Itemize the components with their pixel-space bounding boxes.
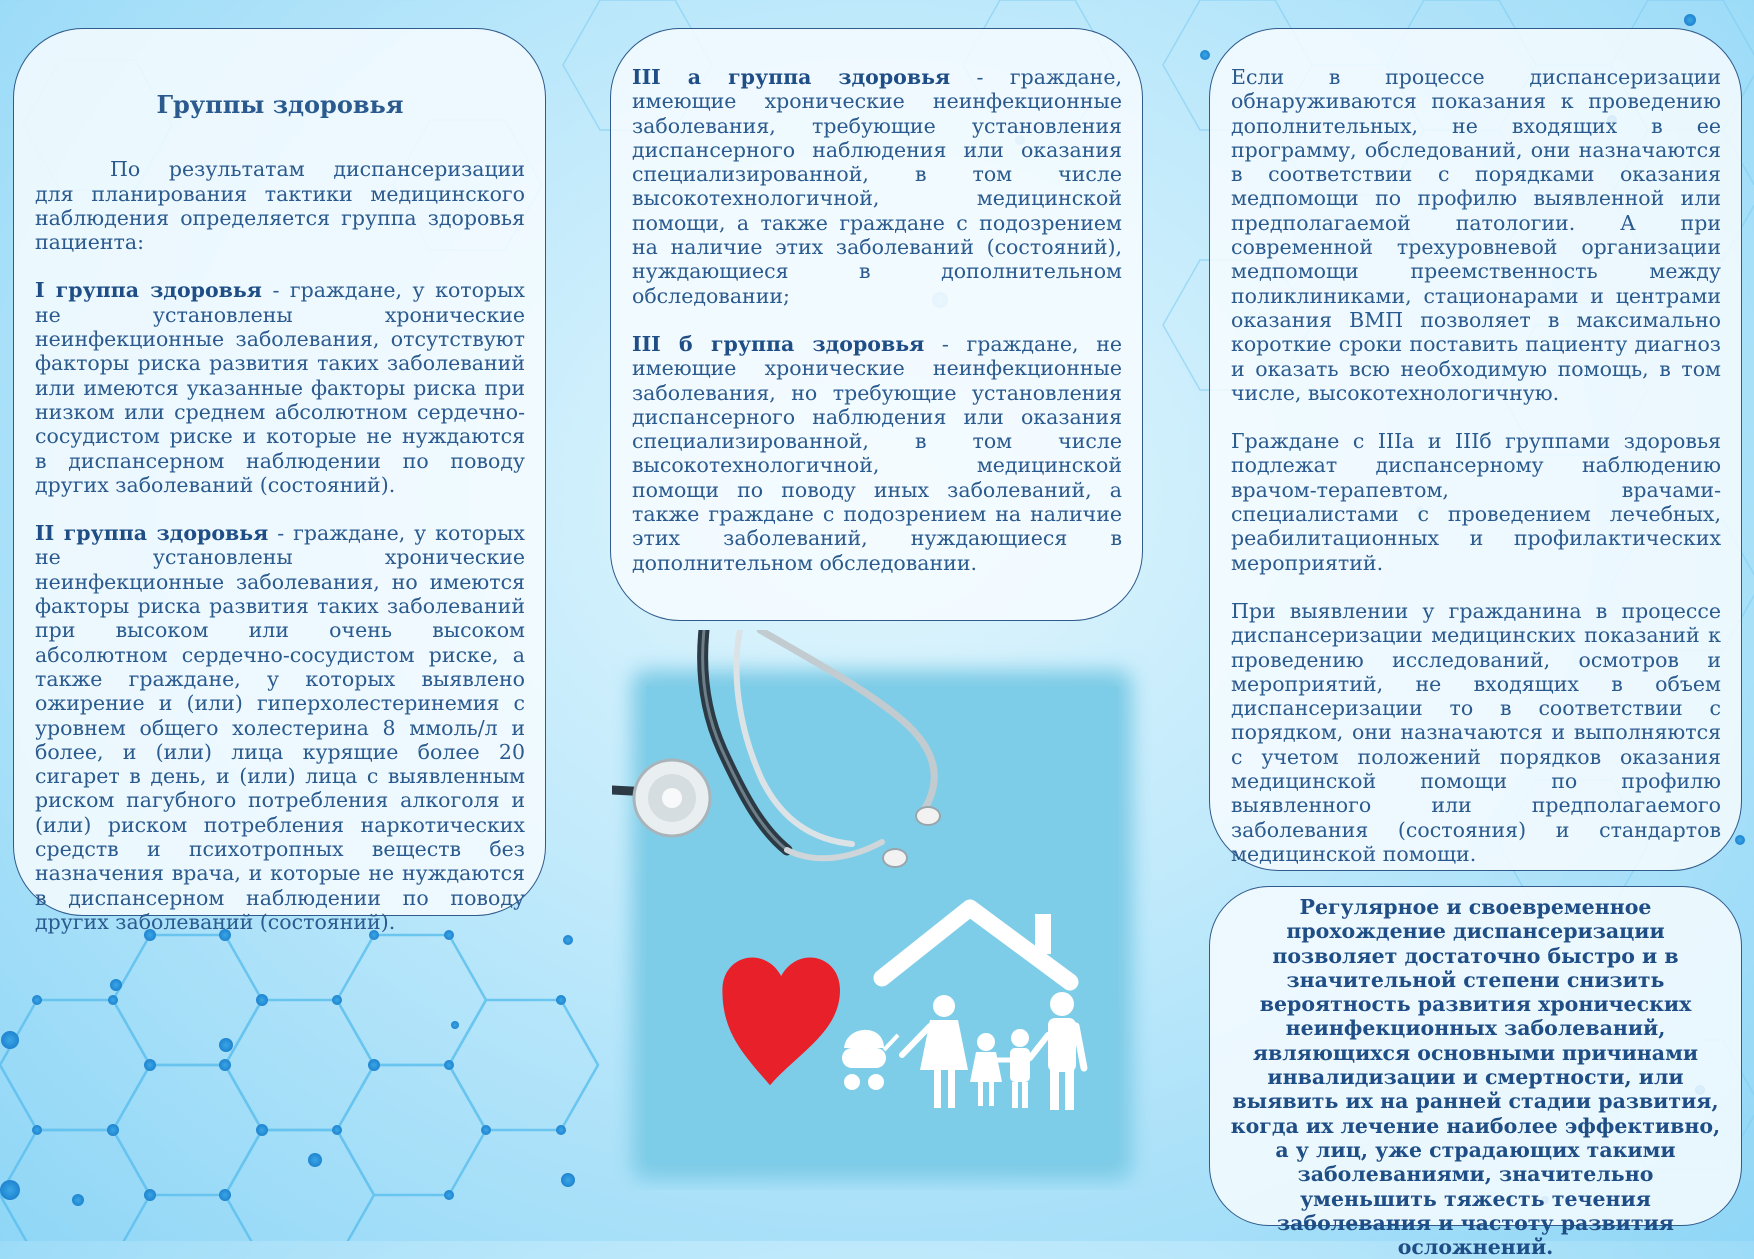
page-title: Группы здоровья [156, 90, 404, 119]
intro-text: По результатам диспансеризации для планирования тактики медицинского наблюдения определяется группа здоровья пациента: [35, 157, 525, 255]
group2-text: - граждане, у которых не установлены хронические неинфекционные заболевания, но имеются факторы риска развития таких заболеваний при высоком или очень высоком абсолютном сердечно-сосудистом риске, а также граждане, у которых выявлено ожирение и (или) гиперхолестеринемия с уровнем общего холестерина 8 ммоль/л и более, и (или) лица курящие более 20 сигарет в день, и (или) лица с выявленным риском пагубного потребления алкоголя и (или) риском потребления наркотических средств и психотропных веществ без назначения врача, и которые не нуждаются в диспансерном наблюдении по поводу других заболеваний (состояний). [35, 521, 525, 934]
additional-exams-panel [1209, 28, 1742, 871]
group3-panel [610, 28, 1143, 621]
right-paragraph-2: Граждане с IIIа и IIIб группами здоровья подлежат диспансерному наблюдению врачом-терапевтом, врачами-специалистами с проведением лечебных, реабилитационных и профилактических мероприятий. [1231, 429, 1721, 575]
group1-text: - граждане, у которых не установлены хронические неинфекционные заболевания, отсутствуют факторы риска развития таких заболеваний или имеются указанные факторы риска при низком или среднем абсолютном сердечно-сосудистом риске и которые не нуждаются в диспансерном наблюдении по поводу других заболеваний (состояний). [35, 278, 525, 497]
group3b-paragraph [632, 332, 1122, 575]
group3a-paragraph [632, 65, 1122, 308]
group3a-heading: III а группа здоровья [632, 65, 951, 89]
health-groups-panel [13, 28, 546, 934]
group1-heading: I группа здоровья [35, 278, 262, 303]
right-paragraph-1: Если в процессе диспансеризации обнаруживаются показания к проведению дополнительных, не входящих в ее программу, обследований, они назначаются в соответствии с порядками оказания медпомощи по профилю выявленной или предполагаемой патологии. А при современной трехуровневой организации медпомощи преемственность между поликлиниками, стационарами и центрами оказания ВМП позволяет в максимально короткие сроки поставить пациенту диагноз и оказать всю необходимую помощь, в том числе, высокотехнологичную. [1231, 65, 1721, 405]
group3b-text: - граждане, не имеющие хронические неинфекционные заболевания, но требующие установления диспансерного наблюдения или оказания специализированной, в том числе высокотехнологичной, медицинской помощи по поводу иных заболеваний, а также граждане с подозрением на наличие этих заболеваний, нуждающиеся в дополнительном обследовании. [632, 331, 1122, 575]
group3b-heading: III б группа здоровья [632, 331, 925, 356]
group1-paragraph [35, 278, 525, 497]
right-paragraph-3: При выявлении у гражданина в процессе диспансеризации медицинских показаний к проведению исследований, осмотров и мероприятий, не входящих в объем диспансеризации то в соответствии с порядком, они назначаются и выполняются с учетом положений порядков оказания медицинской помощи по профилю выявленного или предполагаемого заболевания (состояния) и стандартов медицинской помощи. [1231, 598, 1721, 866]
group2-heading: II группа здоровья [35, 521, 269, 546]
summary-panel [1209, 886, 1742, 1259]
medical-illustration [612, 630, 1152, 1190]
summary-text: Регулярное и своевременное прохождение диспансеризации позволяет достаточно быстро и в значительной степени снизить вероятность развития хронических неинфекционных заболеваний, являющихся основными причинами инвалидизации и смертности, или выявить их на ранней стадии развития, когда их лечение наиболее эффективно, а у лиц, уже страдающих такими заболеваниями, значительно уменьшить тяжесть течения заболевания и частоту развития осложнений. [1230, 895, 1721, 1259]
group2-paragraph [35, 521, 525, 934]
group3a-text: - граждане, имеющие хронические неинфекционные заболевания, требующие установления диспансерного наблюдения или оказания специализированной, в том числе высокотехнологичной, медицинской помощи, а также граждане с подозрением на наличие этих заболеваний (состояний), нуждающиеся в дополнительном обследовании; [632, 65, 1122, 308]
